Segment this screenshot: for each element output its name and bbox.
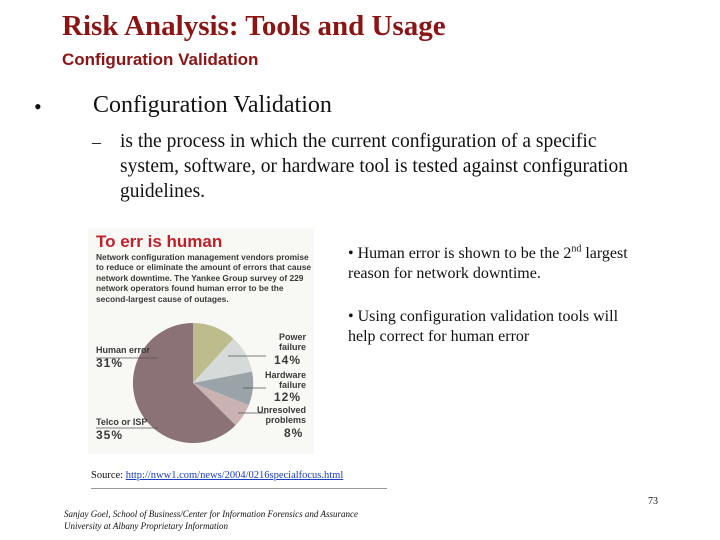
note1-text-start: • Human error is shown to be the 2 xyxy=(348,245,572,262)
sub-bullet-text: is the process in which the current configuration of a specific system, software, or hardware tool is tested against configuration guidelines. xyxy=(120,131,628,202)
pct-telco-isp: 35% xyxy=(96,428,124,442)
footer-line-2: University at Albany Proprietary Information xyxy=(64,521,228,531)
sub-bullet-marker: – xyxy=(92,132,101,152)
label-hardware-failure: Hardware failure xyxy=(264,370,306,390)
bullet-marker: • xyxy=(34,94,42,119)
figure-heading: To err is human xyxy=(96,232,223,251)
label-unresolved-problems: Unresolved problems xyxy=(256,405,306,425)
pct-human-error: 31% xyxy=(96,356,124,370)
pct-power-failure: 14% xyxy=(274,353,302,367)
pct-unresolved-problems: 8% xyxy=(284,426,304,440)
page-number: 73 xyxy=(648,496,658,507)
to-err-is-human-figure xyxy=(88,228,314,454)
slide-title: Risk Analysis: Tools and Usage xyxy=(62,10,446,42)
footer-credit xyxy=(64,508,358,532)
label-power-failure: Power failure xyxy=(278,332,306,352)
note1-superscript: nd xyxy=(571,243,582,255)
bullet-text: Configuration Validation xyxy=(93,92,332,118)
label-telco-isp: Telco or ISP xyxy=(96,417,148,427)
label-human-error: Human error xyxy=(96,345,151,355)
note-validation-tools: • Using configuration validation tools will help correct for human error xyxy=(348,308,619,345)
figure-body-text: Network configuration management vendors promise to reduce or eliminate the amount of errors that cause network downtime. The Yankee Group survey of 229 network operators found human error to be the second-largest cause of outages. xyxy=(96,252,312,304)
source-divider xyxy=(91,488,387,489)
note-human-error xyxy=(348,244,648,284)
note1-text-end: largest reason for network downtime. xyxy=(348,245,628,282)
footer-line-1: Sanjay Goel, School of Business/Center for Information Forensics and Assurance xyxy=(64,509,358,519)
source-link[interactable]: http://nww1.com/news/2004/0216specialfocus.html xyxy=(125,470,344,481)
source-citation xyxy=(91,470,343,481)
slide-subtitle: Configuration Validation xyxy=(62,50,259,69)
source-label: Source: xyxy=(91,470,126,481)
pct-hardware-failure: 12% xyxy=(274,390,302,404)
